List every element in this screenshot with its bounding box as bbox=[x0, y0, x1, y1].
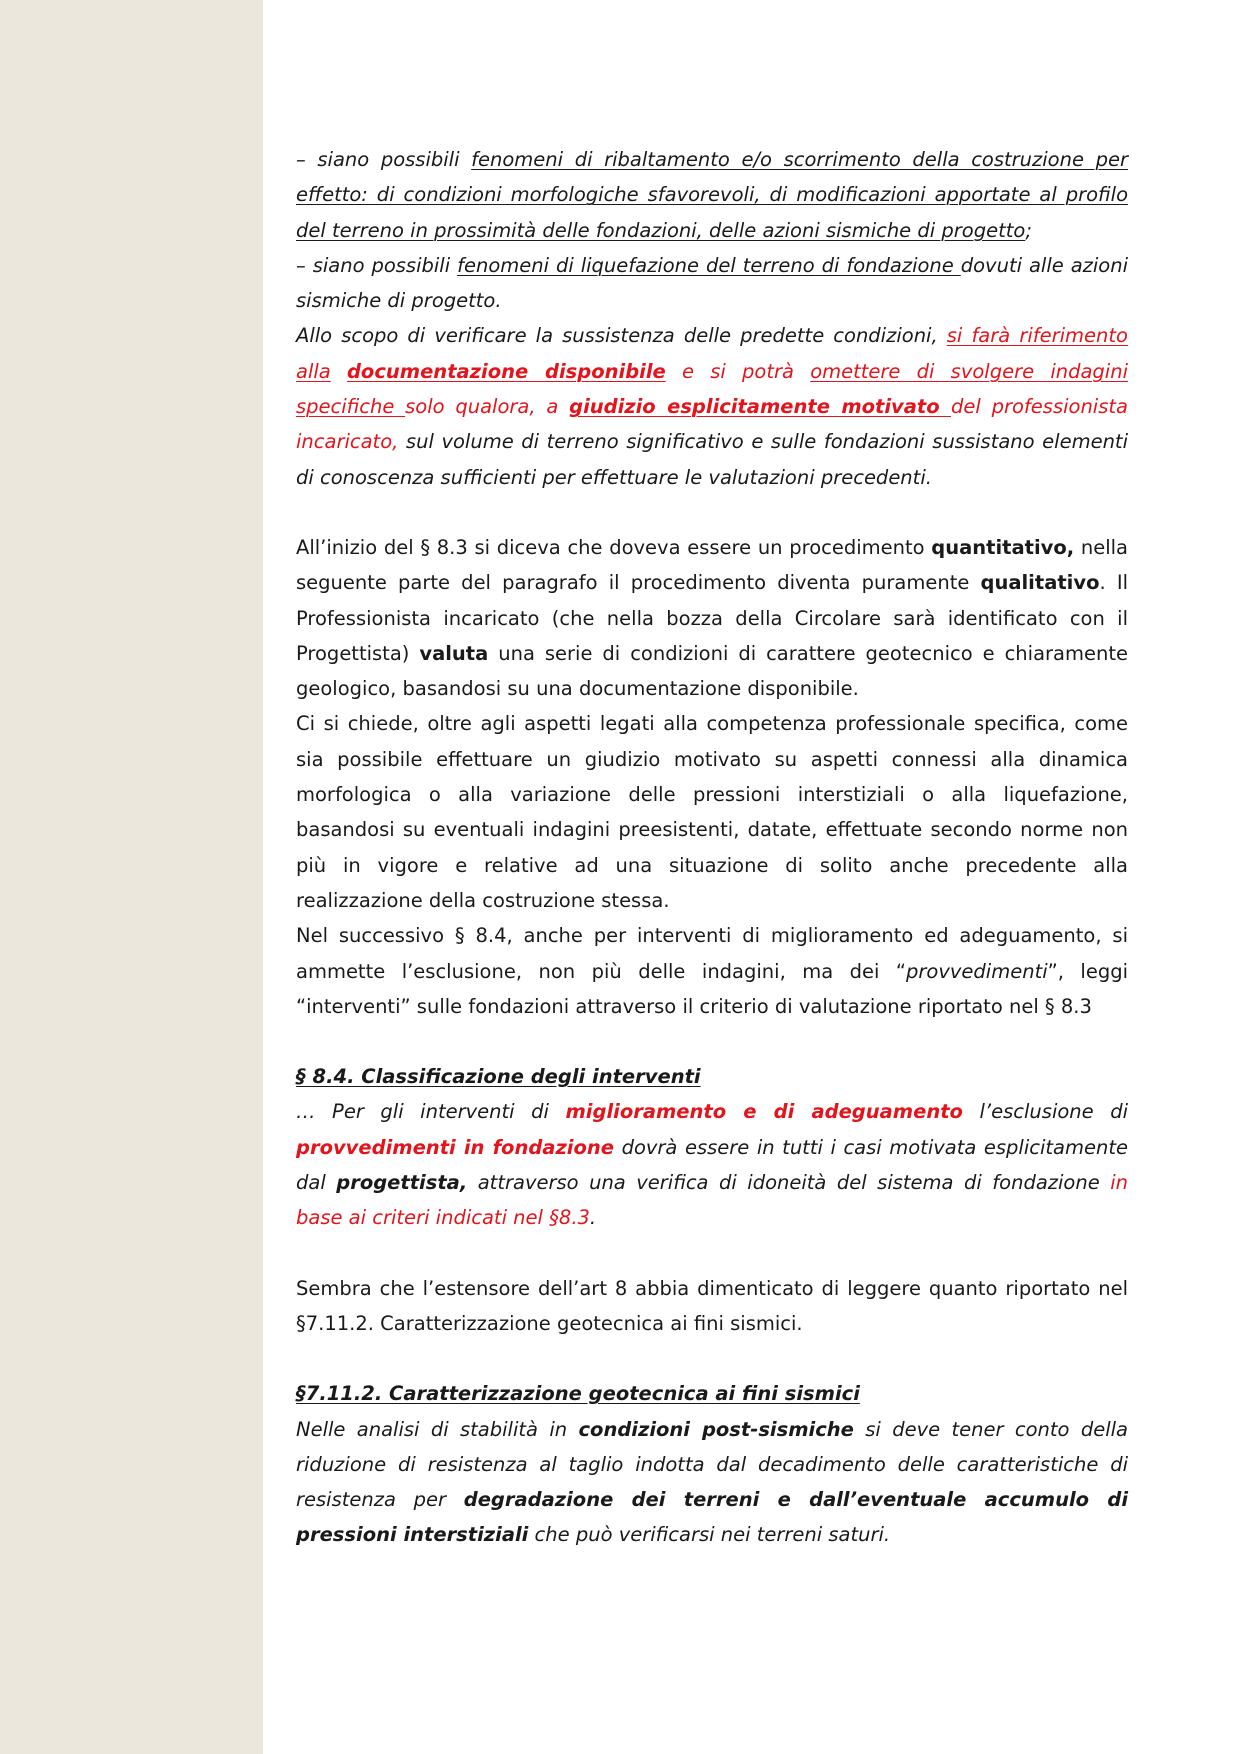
section-heading: § 8.4. Classificazione degli interventi bbox=[296, 1065, 701, 1089]
text-run: Allo scopo di verificare la sussistenza delle predette condizioni, bbox=[296, 324, 947, 348]
page-side-bar bbox=[0, 0, 263, 1754]
highlight-text: e si potrà bbox=[665, 359, 811, 383]
quote-item-ribaltamento bbox=[296, 142, 1128, 248]
highlight-bold-text: documentazione disponibile bbox=[346, 359, 666, 383]
quote-item-liquefazione bbox=[296, 248, 1128, 319]
text-run: dovrà essere in tutti i casi motivata esplicitamente dal bbox=[296, 1135, 1128, 1195]
text-run: Nel successivo § 8.4, anche per interventi di miglioramento ed adeguamento, si ammette l’esclusione, non più delle indagini, ma dei “ bbox=[296, 924, 1128, 983]
text-run: una serie di condizioni di carattere geotecnico e chiaramente geologico, basandosi su una documentazione disponibile. bbox=[296, 641, 1128, 701]
text-run: ”, leggi “interventi” sulle fondazioni attraverso il criterio di valutazione riportato nel § 8.3 bbox=[296, 959, 1128, 1018]
highlight-text: in base ai criteri indicati nel §8.3 bbox=[296, 1171, 1128, 1230]
spacer bbox=[296, 1341, 1128, 1376]
text-run: All’inizio del § 8.3 si diceva che doveva essere un procedimento bbox=[296, 535, 932, 559]
text-run: che può verificarsi nei terreni saturi. bbox=[528, 1523, 891, 1547]
text-run: . Il Professionista incaricato (che nella bozza della Circolare sarà identificato con il Progettista) bbox=[296, 571, 1128, 665]
section-heading: §7.11.2. Caratterizzazione geotecnica ai fini sismici bbox=[296, 1382, 860, 1406]
text-run: – siano possibili bbox=[296, 148, 472, 171]
bold-text: degradazione dei terreni e dall’eventuale accumulo di pressioni interstiziali bbox=[296, 1488, 1128, 1547]
bold-text: progettista, bbox=[336, 1171, 468, 1195]
highlight-text: del professionista incaricato, bbox=[296, 395, 1128, 454]
spacer bbox=[296, 1024, 1128, 1059]
bold-text: condizioni post-sismiche bbox=[578, 1417, 854, 1441]
text-run: . bbox=[589, 1206, 597, 1230]
bold-text: valuta bbox=[419, 641, 489, 665]
highlight-text: solo qualora, a bbox=[405, 395, 570, 419]
text-run: – siano possibili bbox=[296, 253, 458, 277]
italic-text: provvedimenti bbox=[906, 959, 1048, 983]
text-run: dovuti alle azioni sismiche di progetto. bbox=[296, 253, 1129, 313]
highlight-text: omettere di svolgere indagini specifiche bbox=[296, 359, 1129, 419]
text-run: ; bbox=[1025, 218, 1032, 242]
text-run: Nelle analisi di stabilità in bbox=[296, 1417, 579, 1441]
spacer bbox=[296, 495, 1128, 530]
highlight-bold-text: provvedimenti in fondazione bbox=[296, 1135, 614, 1159]
text-run: nella seguente parte del paragrafo il procedimento diventa puramente bbox=[296, 535, 1128, 595]
highlight-bold-text: miglioramento e di adeguamento bbox=[565, 1100, 963, 1124]
body-paragraph: Sembra che l’estensore dell’art 8 abbia dimenticato di leggere quanto riportato nel §7.11.2. Caratterizzazione geotecnica ai fini sismici. bbox=[296, 1276, 1128, 1335]
text-run: si deve tener conto della riduzione di resistenza al taglio indotta dal decadimento delle caratteristiche di resistenza per bbox=[296, 1417, 1128, 1512]
highlight-text: si farà riferimento alla bbox=[296, 324, 1128, 383]
bold-text: quantitativo, bbox=[931, 535, 1075, 559]
bold-text: qualitativo bbox=[980, 571, 1100, 595]
highlight-bold-text: giudizio esplicitamente motivato bbox=[569, 395, 952, 419]
quote-paragraph-stabilita bbox=[296, 1412, 1128, 1553]
quote-paragraph-interventi bbox=[296, 1094, 1128, 1235]
text-run: attraverso una verifica di idoneità del sistema di fondazione bbox=[467, 1171, 1111, 1195]
underlined-text: fenomeni di liquefazione del terreno di fondazione bbox=[457, 253, 961, 277]
text-run: sul volume di terreno significativo e sulle fondazioni sussistano elementi di conoscenza sufficienti per effettuare le valutazioni precedenti. bbox=[296, 430, 1128, 489]
spacer bbox=[296, 1236, 1128, 1271]
document-body bbox=[296, 142, 1128, 1553]
text-run: … Per gli interventi di bbox=[296, 1100, 566, 1124]
body-paragraph: Ci si chiede, oltre agli aspetti legati alla competenza professionale specifica, come sia possibile effettuare un giudizio motivato su aspetti connessi alla dinamica morfologica o alla variazione delle pressioni interstiziali o alla liquefazione, basandosi su eventuali indagini preesistenti, datate, effettuate secondo norme non più in vigore e relative ad una situazione di solito anche precedente alla realizzazione della costruzione stessa. bbox=[296, 712, 1128, 912]
body-paragraph bbox=[296, 918, 1128, 1024]
quote-paragraph-verifica bbox=[296, 318, 1128, 494]
underlined-text: fenomeni di ribaltamento e/o scorrimento della costruzione per effetto: di condizioni morfologiche sfavorevoli, di modificazioni apportate al profilo del terreno in prossimità delle fondazioni, delle azioni sismiche di progetto bbox=[296, 148, 1128, 242]
text-run: l’esclusione di bbox=[962, 1100, 1129, 1124]
body-paragraph bbox=[296, 530, 1128, 706]
